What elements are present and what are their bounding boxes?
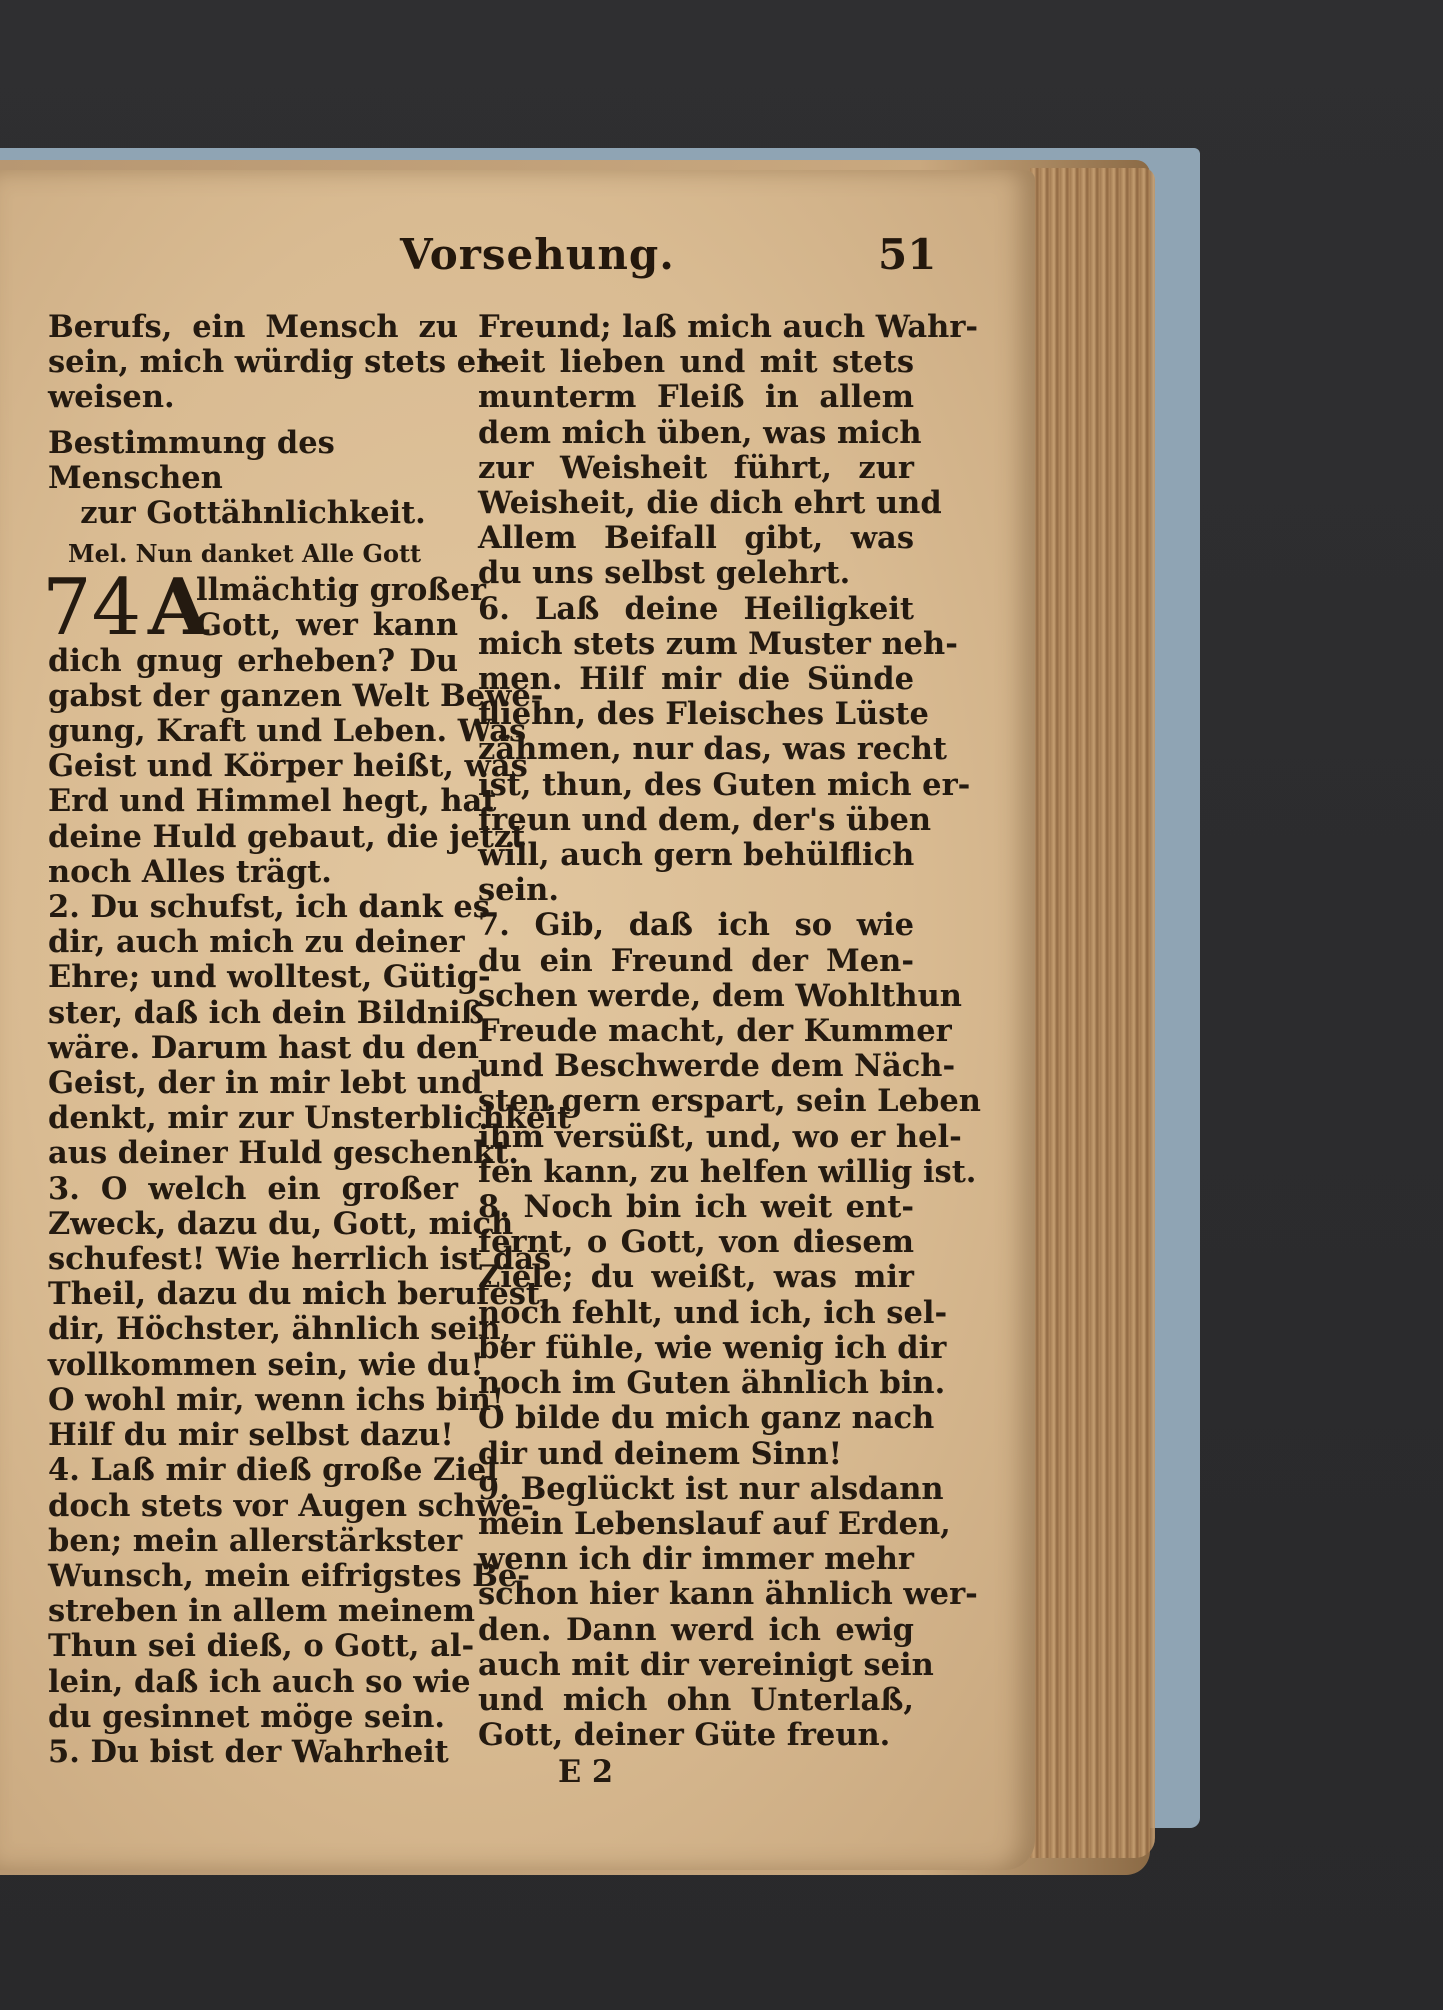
- text-line: ist, thun, des Guten mich er-: [478, 766, 971, 803]
- right-column: [478, 309, 981, 1791]
- text-line: Hilf du mir selbst dazu!: [48, 1417, 454, 1454]
- left-body-lines: [48, 642, 572, 1771]
- text-line: Allem Beifall gibt, was: [478, 520, 914, 557]
- text-line: ster, daß ich dein Bildniß: [48, 994, 484, 1031]
- text-line: streben in allem meinem: [48, 1593, 475, 1630]
- right-body-lines: [478, 309, 981, 1754]
- text-line: 5. Du bist der Wahrheit: [48, 1733, 449, 1770]
- text-line: lein, daß ich auch so wie: [48, 1663, 471, 1700]
- text-line: du uns selbst gelehrt.: [478, 555, 851, 592]
- text-line: sein.: [478, 872, 559, 909]
- text-line: dem mich üben, was mich: [478, 414, 922, 451]
- text-line: auch mit dir vereinigt sein: [478, 1646, 934, 1683]
- text-line: Ziele; du weißt, was mir: [478, 1259, 914, 1296]
- text-line: deine Huld gebaut, die jetzt: [48, 818, 526, 855]
- left-column: [42, 309, 572, 1770]
- drop-initial: A: [148, 562, 209, 654]
- text-line: schon hier kann ähnlich wer-: [478, 1576, 978, 1613]
- text-line: Freund; laß mich auch Wahr-: [478, 309, 979, 345]
- text-line: munterm Fleiß in allem: [478, 379, 914, 416]
- text-line: zur Weisheit führt, zur: [478, 449, 914, 486]
- melody-note: Mel. Nun danket Alle Gott: [68, 539, 422, 569]
- text-line: dich gnug erheben? Du: [48, 642, 458, 679]
- text-line: gung, Kraft und Leben. Was: [48, 713, 527, 750]
- text-line: Geist und Körper heißt, was: [48, 748, 528, 785]
- text-line: 6. Laß deine Heiligkeit: [478, 590, 914, 627]
- text-line: sein, mich würdig stets er-: [48, 344, 505, 381]
- text-line: ber fühle, wie wenig ich dir: [478, 1329, 947, 1366]
- text-line: Berufs, ein Mensch zu: [48, 309, 458, 345]
- text-line: gabst der ganzen Welt Bewe-: [48, 677, 544, 714]
- text-line: Theil, dazu du mich berufest,: [48, 1276, 551, 1313]
- signature-mark: E 2: [558, 1754, 614, 1791]
- text-line: Gott, deiner Güte freun.: [478, 1717, 891, 1754]
- text-line: zähmen, nur das, was recht: [478, 731, 947, 768]
- text-line: men. Hilf mir die Sünde: [478, 661, 914, 698]
- text-line: will, auch gern behülflich: [478, 837, 915, 874]
- text-line: den. Dann werd ich ewig: [478, 1611, 914, 1648]
- text-line: ihm versüßt, und, wo er hel-: [478, 1118, 962, 1155]
- page-edges: [1030, 168, 1155, 1858]
- text-line: weisen.: [48, 379, 175, 416]
- text-line: Gott, wer kann: [196, 607, 458, 644]
- text-line: vollkommen sein, wie du!: [48, 1346, 484, 1383]
- text-line: noch Alles trägt.: [48, 853, 332, 890]
- text-line: und mich ohn Unterlaß,: [478, 1681, 914, 1718]
- text-line: mich stets zum Muster neh-: [478, 625, 958, 662]
- text-line: heit lieben und mit stets: [478, 344, 914, 381]
- text-line: fen kann, zu helfen willig ist.: [478, 1153, 977, 1190]
- page-number: 51: [878, 230, 937, 279]
- text-line: wäre. Darum hast du den: [48, 1029, 479, 1066]
- text-line: Wunsch, mein eifrigstes Be-: [48, 1557, 530, 1594]
- text-line: 4. Laß mir dieß große Ziel: [48, 1452, 498, 1489]
- text-line: doch stets vor Augen schwe-: [48, 1487, 534, 1524]
- text-line: llmächtig großer: [196, 572, 486, 609]
- text-line: Zweck, dazu du, Gott, mich: [48, 1205, 514, 1242]
- hymn-number: 74: [42, 563, 142, 654]
- text-line: schufest! Wie herrlich ist das: [48, 1241, 552, 1278]
- text-line: du gesinnet möge sein.: [48, 1698, 445, 1735]
- text-line: und Beschwerde dem Näch-: [478, 1048, 956, 1085]
- text-line: Erd und Himmel hegt, hat: [48, 783, 497, 820]
- text-line: dir, Höchster, ähnlich sein,: [48, 1311, 512, 1348]
- text-line: O wohl mir, wenn ichs bin!: [48, 1381, 505, 1418]
- text-line: freun und dem, der's üben: [478, 801, 932, 838]
- text-line: noch fehlt, und ich, ich sel-: [478, 1294, 948, 1331]
- text-line: fliehn, des Fleisches Lüste: [478, 696, 929, 733]
- text-line: dir und deinem Sinn!: [478, 1435, 843, 1472]
- text-line: Freude macht, der Kummer: [478, 1013, 952, 1050]
- text-line: 7. Gib, daß ich so wie: [478, 907, 914, 944]
- text-line: Weisheit, die dich ehrt und: [478, 485, 942, 522]
- text-line: 2. Du schufst, ich dank es: [48, 889, 490, 926]
- text-line: O bilde du mich ganz nach: [478, 1400, 935, 1437]
- page-header: [0, 230, 1035, 300]
- hymn-subtitle: zur Gottähnlichkeit.: [80, 495, 426, 532]
- book-page: [0, 170, 1035, 1870]
- text-line: 9. Beglückt ist nur alsdann: [478, 1470, 944, 1507]
- text-line: fernt, o Gott, von diesem: [478, 1224, 914, 1261]
- text-line: noch im Guten ähnlich bin.: [478, 1365, 946, 1402]
- text-line: denkt, mir zur Unsterblichkeit: [48, 1100, 572, 1137]
- text-line: ben; mein allerstärkster: [48, 1522, 463, 1559]
- text-line: schen werde, dem Wohlthun: [478, 977, 962, 1014]
- text-line: Geist, der in mir lebt und: [48, 1065, 483, 1102]
- text-line: dir, auch mich zu deiner: [48, 924, 465, 961]
- text-line: 8. Noch bin ich weit ent-: [478, 1189, 914, 1226]
- running-head: Vorsehung.: [400, 230, 675, 279]
- text-line: wenn ich dir immer mehr: [478, 1541, 914, 1578]
- text-line: mein Lebenslauf auf Erden,: [478, 1505, 951, 1542]
- hymn-title: Bestimmung des Menschen: [48, 424, 335, 496]
- text-line: Ehre; und wolltest, Gütig-: [48, 959, 491, 996]
- text-line: aus deiner Huld geschenkt.: [48, 1135, 519, 1172]
- first-stanza: [42, 562, 486, 654]
- text-line: du ein Freund der Men-: [478, 942, 914, 979]
- text-line: Thun sei dieß, o Gott, al-: [48, 1628, 475, 1665]
- text-line: 3. O welch ein großer: [48, 1170, 458, 1207]
- text-line: sten gern erspart, sein Leben: [478, 1083, 981, 1120]
